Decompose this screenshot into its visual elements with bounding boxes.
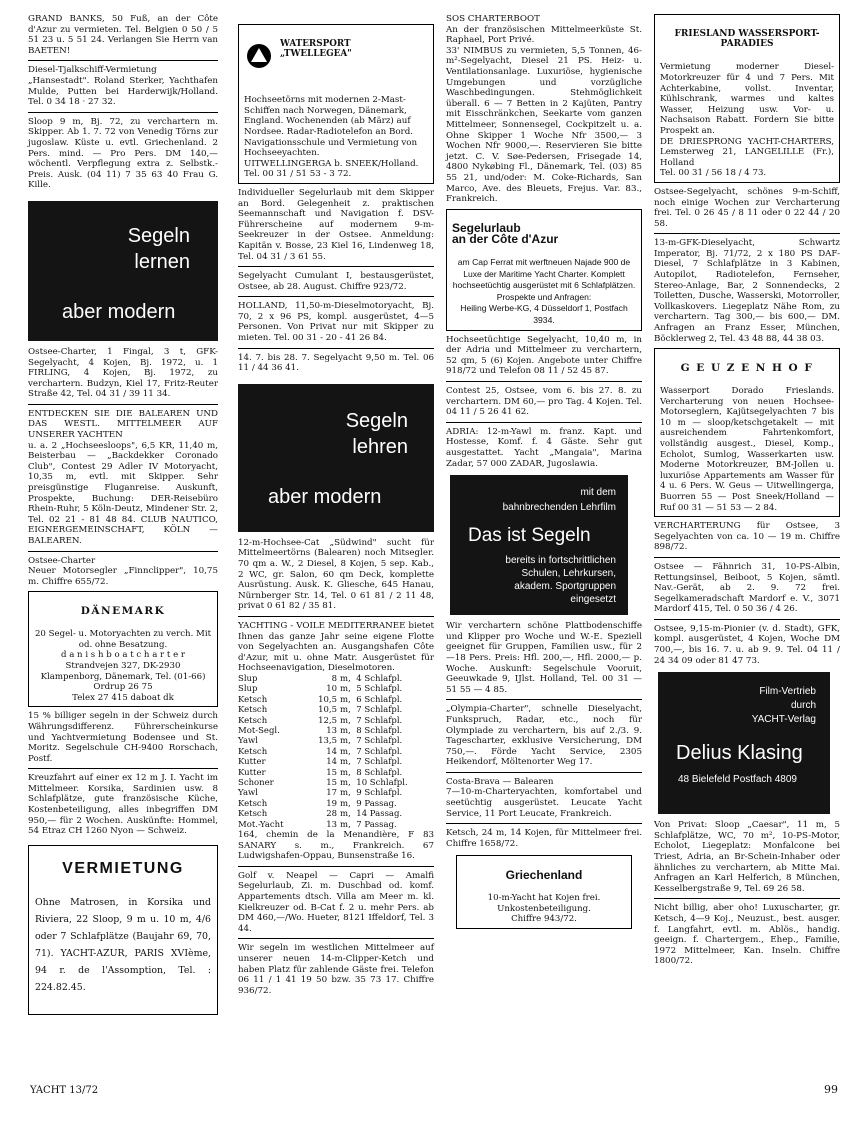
ad-ostsee-charter-finnclipper: Ostsee-Charter Neuer Motorsegler „Finnclipper", 10,75 m. Chiffre 655/72. [28, 555, 218, 587]
fleet-cell: m, [340, 673, 351, 684]
divider [28, 112, 218, 113]
twellegea-header [244, 39, 428, 85]
ad-tjalkschiff: Diesel-Tjalkschiff-Vermietung „Hansestadt". Roland Sterker, Yachthafen Mulde, Putten bei Harderwijk/Holland. Tel. 0 34 18 · 27 32. [28, 65, 218, 108]
fleet-cell: Ketsch [238, 809, 268, 820]
fleet-cell: 19 [326, 798, 338, 809]
fleet-cell: Slup [238, 684, 258, 695]
fleet-row [238, 695, 434, 705]
ad-segeln-lehren [238, 384, 434, 532]
fleet-cell: 15 [326, 778, 338, 789]
lehrfilm-line2: bahnbrechenden Lehrfilm [502, 502, 616, 514]
lehrfilm-line5: Schulen, Lehrkursen, [521, 568, 616, 580]
divider [28, 551, 218, 552]
divider [238, 296, 434, 297]
fleet-row [238, 726, 434, 736]
fleet-cell: m, [340, 788, 351, 799]
vertrieb-line3: YACHT-Verlag [751, 714, 816, 726]
ad-hochsee-cat: 12-m-Hochsee-Cat „Südwind" sucht für Mittelmeertörns (Balearen) noch Mitsegler. 70 qm a. W., 2 Diesel, 8 Kojen, 5 sep. Kab., 2 WC, gr. Salon, 60 qm Deck, komplette Ausrüstung. Ausk. K. Gliesche, 645 Hanau, Nürnberger Str. 14, Tel. 0 61 81 / 2 11 48, privat 0 61 82 / 35 81. [238, 537, 434, 612]
ad-geuzenhof [654, 348, 840, 517]
divider [446, 772, 642, 773]
fleet-cell: m, [340, 736, 351, 747]
fleet-cell: 6 Schlafpl. [356, 694, 403, 705]
geuzenhof-title: G E U Z E N H O F [680, 361, 814, 374]
fleet-cell: m, [340, 778, 351, 789]
fleet-cell: m, [340, 705, 351, 716]
fleet-cell: 15 [326, 767, 338, 778]
fleet-cell: m, [340, 715, 351, 726]
ad-yachting-voile [238, 621, 434, 862]
ad-vercharterung-ostsee: VERCHARTERUNG für Ostsee, 3 Segelyachten von ca. 10 — 19 m. Chiffre 898/72. [654, 521, 840, 553]
fleet-cell: 28 [326, 809, 338, 820]
lehrfilm-line3: Das ist Segeln [468, 525, 591, 547]
fleet-row [238, 820, 434, 830]
fleet-cell: m, [340, 767, 351, 778]
vermietung-body: Ohne Matrosen, in Korsika und Riviera, 22 Sloop, 9 m u. 10 m, 4/6 oder 7 Schlafplätze (Baujahr 69, 70, 71). YACHT-AZUR, PARIS XVIème, 94 r. de l'Assomption, Tel. : 224.82.45. [35, 896, 211, 993]
yachting-fleet-table [238, 674, 434, 830]
fleet-cell: 8 [331, 673, 338, 684]
ad-sloop-venedig: Sloop 9 m, Bj. 72, zu verchartern m. Skipper. Ab 1. 7. 72 von Venedig Törns zur jugoslaw. Küste u. evtl. Griechenland. 2 Pers. mind. — Pro Pers. DM 140,— wöchentl. Verpflegung extra z. Selbstk.-Preis. Ausk. (04 11) 7 35 63 40 Frau G. Kille. [28, 116, 218, 191]
ad-olympia-charter: „Olympia-Charter", schnelle Dieselyacht, Funkspruch, Radar, etc., noch für Olympiade zu verchartern, bis auf 2./3. 9. Tagescharter, exklusive Versicherung, DM 750,—. Förde Yacht Service, 2305 Heikendorf, Möltenorter Weg 17. [446, 704, 642, 768]
ad-faehnrich: Ostsee — Fähnrich 31, 10-PS-Albin, Rettungsinsel, Beiboot, 5 Kojen, sämtl. Nav.-Gerät, ab 2. 9. 72 frei. Segelkameradschaft Mardorf e. V., 3071 Mardorf 415, Tel. 0 50 36 / 4 26. [654, 561, 840, 615]
yachting-voile-address: 164, chemin de la Menandière, F 83 SANARY s. m., Frankreich. 67 Ludwigshafen-Oppau, Bunsenstraße 16. [238, 830, 434, 862]
fleet-row [238, 747, 434, 757]
fleet-cell: m, [340, 684, 351, 695]
fleet-cell: 5 Schlafpl. [356, 684, 403, 695]
ad-gfk-dieselyacht: 13-m-GFK-Dieselyacht, Schwartz Imperator, Bj. 71/72, 2 x 180 PS DAF-Diesel, 7 Schlafplätze in 3 Kabinen, Autopilot, Radiotelefon, Fernseher, Stereo-Anlage, Bar, 2 Sonnendecks, 2 Toiletten, Dusche, Wasserski, Motorroller, Vollkaskovers. Liegeplatz Nähe Rom, zu verchartern. Tag 300,— bis 600,— DM. Anfragen an Franz Esser, München, Böcklerweg 2, Tel. 43 48 88, 44 38 03. [654, 238, 840, 344]
ad-delius-klasing [658, 672, 830, 814]
ad-balearen: ENTDECKEN SIE DIE BALEAREN UND DAS WESTL. MITTELMEER AUF UNSERER YACHTEN u. a. 2 „Hochseesloops", 6,5 KR, 11,40 m, Beisterbau — „Backdekker Coronado Club", Contest 29 Adler IV Motoryacht, 10,35 m, evtl. mit Skipper. Sehr preisgünstige Fluganreise. Auskunft, Prospekte, Buchung: DER-Reisebüro Rhein-Ruhr, 5 Köln-Deutz, Mindener Str. 2, Tel. 02 21 - 81 48 84. CLUB NAUTICO, EIGNERGEMEINSCHAFT, KÖLN — BALEAREN. [28, 408, 218, 546]
triangle-logo-icon [246, 43, 272, 69]
fleet-cell: 7 Schlafpl. [356, 715, 403, 726]
divider [238, 616, 434, 617]
fleet-cell: Mot.-Yacht [238, 819, 284, 830]
vertrieb-line1: Film-Vertrieb [759, 686, 816, 698]
fleet-row [238, 684, 434, 694]
segelurlaub-body: am Cap Ferrat mit werftneuen Najade 900 de Luxe der Maritime Yacht Charter. Komplett hochseetüchtig ausgerüstet mit 6 Schlafplätzen. Prospekte und Anfragen: Heiling Werbe-KG, 4 Düsseldorf 1, Postfach 3934. [452, 257, 636, 326]
ad-twellegea [238, 24, 434, 184]
fleet-cell: 10,5 [318, 705, 338, 716]
lehrfilm-line1: mit dem [580, 487, 616, 499]
griechenland-title: Griechenland [505, 868, 583, 883]
fleet-cell: 9 Schlafpl. [356, 788, 403, 799]
ad-friesland [654, 14, 840, 183]
divider [654, 619, 840, 620]
ad-sos-charterboot: SOS CHARTERBOOT An der französischen Mittelmeerküste St. Raphael, Port Privé. 33' NIMBUS zu vermieten, 5,5 Tonnen, 46-m²-Segelyacht, Diesel 21 PS. Heiz- u. Ventilationsanlage. Luxuriöse, hygienische Umgebungen und vorzügliche Waschbedingungen. Stehmöglichkeit überall. 6 — 7 Betten in 2 Kajüten, Pantry mit Eisschränkchen, Seekarte vom ganzen Mittelmeer, Sonnensegel, Cockpitzelt u. a. Ohne Skipper 1 Woche Nfr 3500,— 3 Wochen Nfr 9000,—. Reservieren Sie bitte jetzt. C. V. Søe-Pedersen, Frisegade 14, 4800 Nykøbing Fl., Dänemark, Tel. (03) 85 55 21, und/oder: M. Coke-Richards, San Marco, Ave. des Bleuets, Frejus. Var. 83., Frankreich. [446, 14, 642, 205]
issue-label: YACHT 13/72 [30, 1085, 99, 1096]
fleet-cell: 12,5 [318, 715, 338, 726]
fleet-cell: 17 [326, 788, 338, 799]
ad-vermietung [28, 845, 218, 1015]
ad-costa-brava: Costa-Brava — Balearen 7—10-m-Charteryachten, komfortabel und seetüchtig ausgerüstet. Leucate Yacht Service, 11 Port Leucate, Frankreich. [446, 776, 642, 819]
delius-klasing-logo: Delius Klasing [676, 742, 803, 765]
ad-luxuscharter: Nicht billig, aber oho! Luxuscharter, gr. Ketsch, 4—9 Koj., Neuzust., best. ausger. f. Langfahrt, evtl. m. Ablös., handig. geeign. f. Chartergem., Ehep., Familie, 1972 Mittelmeer, Kan. Inseln. Chiffre 1800/72. [654, 903, 840, 967]
ad-contest-25: Contest 25, Ostsee, vom 6. bis 27. 8. zu verchartern. DM 60,— pro Tag. 4 Kojen. Tel. 04 11 / 5 26 41 62. [446, 386, 642, 418]
ad-daenemark [28, 591, 218, 707]
segelurlaub-title: Segelurlaub an der Côte d'Azur [452, 221, 559, 246]
twellegea-title: WATERSPORT „TWELLEGEA" [280, 38, 352, 60]
ad-segelyacht-950: 14. 7. bis 28. 7. Segelyacht 9,50 m. Tel. 06 11 / 44 36 41. [238, 352, 434, 374]
divider [28, 404, 218, 405]
fleet-cell: Ketsch [238, 715, 268, 726]
page-number: 99 [824, 1083, 838, 1096]
ad-hochseetuechtige-segelyacht: Hochseetüchtige Segelyacht, 10,40 m, in der Adria und Mittelmeer zu verchartern, 52 qm, 5 (6) Kojen. Angebote unter Chiffre 918/72 und Telefon 08 11 / 52 45 87. [446, 334, 642, 377]
fleet-cell: Kutter [238, 767, 266, 778]
ad-ostsee-charter-fingal: Ostsee-Charter, 1 Fingal, 3 t, GFK-Segelyacht, 4 Kojen, Bj. 1972, u. 1 FIRLING, 4 Kojen, Bj. 1972, zu verchartern. Budzyn, Kiel 17, Fritz-Reuter Straße 42, Tel. 04 31 / 39 11 34. [28, 346, 218, 400]
ad-segelurlaub-cote-dazur [446, 209, 642, 331]
divider [446, 422, 642, 423]
fleet-cell: 14 [326, 746, 338, 757]
fleet-cell: 14 Passag. [356, 809, 403, 820]
fleet-cell: m, [340, 798, 351, 809]
divider [654, 233, 840, 234]
fleet-cell: Yawl [238, 736, 259, 747]
vertrieb-line2: durch [790, 700, 816, 712]
fleet-cell: m, [340, 757, 351, 768]
fleet-cell: Ketsch [238, 694, 268, 705]
segeln-lernen-line1: Segeln [127, 224, 190, 247]
segeln-lernen-line2: lernen [134, 250, 190, 273]
vermietung-title: VERMIETUNG [62, 860, 184, 878]
fleet-cell: Schoner [238, 778, 274, 789]
fleet-cell: Kutter [238, 757, 266, 768]
ad-clipper-ketch: Wir segeln im westlichen Mittelmeer auf unserer neuen 14-m-Clipper-Ketch und haben Platz für zahlende Gäste frei. Telefon 06 11 / 1 41 19 50 bzw. 35 73 17. Chiffre 936/72. [238, 943, 434, 996]
segeln-lehren-line1: Segeln [345, 409, 408, 432]
fleet-cell: Ketsch [238, 746, 268, 757]
fleet-cell: 8 Schlafpl. [356, 767, 403, 778]
vertrieb-address: 48 Bielefeld Postfach 4809 [678, 774, 797, 786]
ad-segeln-lernen [28, 201, 218, 341]
ad-holland-dieselmotoryacht: HOLLAND, 11,50-m-Dieselmotoryacht, Bj. 70, 2 x 96 PS, kompl. ausgerüstet, 4—5 Personen. Von Privat nur mit Skipper zu mieten. Tel. 00 31 - 20 - 41 26 84. [238, 301, 434, 344]
ad-ketsch-24m: Ketsch, 24 m, 14 Kojen, für Mittelmeer frei. Chiffre 1658/72. [446, 828, 642, 849]
ad-cumulant: Segelyacht Cumulant I, bestausgerüstet, Ostsee, ab 28. August. Chiffre 923/72. [238, 271, 434, 292]
ad-golf-neapel: Golf v. Neapel — Capri — Amalfi Segelurlaub, Zi. m. Duschbad od. komf. Appartements dtsch. Villa am Meer m. kl. Kielkreuzer od. B-Cat f. 2 u. mehr Pers. ab DM 460,—/Wo. Hueter, 8121 Iffeldorf, Tel. 3 44. [238, 870, 434, 934]
fleet-row [238, 768, 434, 778]
fleet-row [238, 705, 434, 715]
friesland-body: Vermietung moderner Diesel-Motorkreuzer für 4 und 7 Pers. Mit Achterkabine, vollst. Inventar, Kühlschrank, warmes und kaltes Wasser, Heizung usw. Vor- u. Nachsaison Rabatt. Fordern Sie bitte Prospekt an. DE DRIESPRONG YACHT-CHARTERS, Lemsterweg 21, LANGELILLE (Fr.), Holland Tel. 00 31 / 56 18 / 4 73. [660, 62, 834, 179]
fleet-cell: Yawl [238, 788, 259, 799]
fleet-cell: 7 Schlafpl. [356, 736, 403, 747]
fleet-cell: m, [340, 694, 351, 705]
fleet-row [238, 809, 434, 819]
ad-schweiz: 15 % billiger segeln in der Schweiz durch Währungsdifferenz. Führerscheinkurse und Yachtvermietung Bodensee und St. Moritz. Segelschule CH-9400 Rorschach, Postf. [28, 711, 218, 764]
daenemark-title: DÄNEMARK [80, 604, 166, 617]
fleet-cell: 13,5 [318, 736, 338, 747]
fleet-row [238, 778, 434, 788]
fleet-cell: 7 Schlafpl. [356, 705, 403, 716]
divider [446, 381, 642, 382]
fleet-cell: m, [340, 819, 351, 830]
divider [238, 348, 434, 349]
friesland-title: FRIESLAND WASSERSPORT-PARADIES [674, 28, 820, 50]
divider [28, 60, 218, 61]
segeln-lernen-line3: aber modern [62, 300, 176, 323]
divider [28, 768, 218, 769]
ad-individueller-segelurlaub: Individueller Segelurlaub mit dem Skipper an Bord. Gelegenheit z. praktischen Seemannschaft und Navigation f. DSV-Führerscheine auf modernem 9-m-Seekreuzer in der Ostsee. Anmeldung: Kapitän v. Bosse, 23 Kiel 16, Lindenweg 18, Tel. 04 31 / 3 61 55. [238, 187, 434, 262]
divider [446, 699, 642, 700]
fleet-row [238, 799, 434, 809]
ad-grand-banks: GRAND BANKS, 50 Fuß, an der Côte d'Azur zu vermieten. Tel. Belgien 0 50 / 5 51 23 u. 5 51 24. Verlangen Sie Herrn van BAETEN! [28, 14, 218, 56]
fleet-cell: 10 [326, 684, 338, 695]
fleet-cell: 7 Schlafpl. [356, 757, 403, 768]
fleet-cell: Ketsch [238, 705, 268, 716]
ad-ostsee-segelyacht: Ostsee-Segelyacht, schönes 9-m-Schiff, noch einige Wochen zur Vercharterung frei. Tel. 0 26 45 / 8 11 oder 0 22 44 / 20 58. [654, 186, 840, 229]
divider [238, 866, 434, 867]
ad-sloop-caesar: Von Privat: Sloop „Caesar", 11 m, 5 Schlafplätze, WC, 70 m², 10-PS-Motor, Echolot, Liegeplatz: Monfalcone bei Triest, Adria, an Br-Schein-Inhaber oder ähnliches zu verchartern, ab Mitte Mai. Anfragen an Karl Helferich, 8 München, Kesselbergstraße 9, Tel. 69 26 58. [654, 820, 840, 894]
segeln-lehren-line3: aber modern [268, 485, 382, 508]
lehrfilm-line4: bereits in fortschrittlichen [505, 555, 616, 567]
fleet-row [238, 674, 434, 684]
ad-adria-yawl: ADRIA: 12-m-Yawl m. franz. Kapt. und Hostesse, Komf. f. 4 Gäste. Sehr gut ausgestattet. Yacht „Mangaia", Marina Zadar, 57 000 ZADAR, Jugoslawia. [446, 426, 642, 469]
ad-kreuzfahrt: Kreuzfahrt auf einer ex 12 m J. I. Yacht im Mittelmeer. Korsika, Sardinien usw. 8 Schlafplätze, gute französische Küche, Kostenbeteiligung, alles inbegriffen DM 950,— für 2 Wochen. Auskünfte: Hommel, 54 Etraz CH 1260 Nyon — Schweiz. [28, 773, 218, 837]
fleet-cell: 10 Schlafpl. [356, 778, 408, 789]
fleet-cell: 14 [326, 757, 338, 768]
lehrfilm-line7: eingesetzt [570, 594, 616, 606]
daenemark-body: 20 Segel- u. Motoryachten zu verch. Mit od. ohne Besatzung. d a n i s h b o a t c h a r t e r Strandvejen 327, DK-2930 Klampenborg, Dänemark, Tel. (01-66) Ordrup 26 75 Telex 27 415 daboat dk [34, 629, 212, 703]
fleet-row [238, 788, 434, 798]
fleet-cell: m, [340, 726, 351, 736]
divider [446, 823, 642, 824]
geuzenhof-body: Wasserport Dorado Frieslands. Vercharterung von neuen Hochsee-Motorseglern, Kajütsegelyachten 7 bis 10 m — sloop/ketschgetakelt — mit ausreichendem Fahrtenkomfort, vollständig ausgest., Diesel, Komp., Echolot, Sumlog, Wasserkarten usw. Moderne Motorkreuzer, BM-Jollen u. luxuriöse Appartements am Wasser für 4 u. 6 Pers. W. Geus — Uitwellingerga, Buorren 55 — Post Sneek/Holland — Ruf 00 31 — 51 53 — 2 84. [660, 386, 834, 513]
fleet-cell: 10,5 [318, 694, 338, 705]
fleet-cell: m, [340, 746, 351, 757]
ad-das-ist-segeln [450, 475, 628, 615]
fleet-cell: 7 Passag. [356, 819, 397, 830]
fleet-row [238, 716, 434, 726]
ad-pionier: Ostsee, 9,15-m-Pionier (v. d. Stadt), GFK, kompl. ausgerüstet, 4 Kojen, Woche DM 700,—, bis 16. 7. u. ab 9. 9. Tel. 04 11 / 24 34 09 oder 81 47 73. [654, 623, 840, 666]
fleet-cell: m, [340, 809, 351, 820]
lehrfilm-line6: akadem. Sportgruppen [514, 581, 616, 593]
fleet-cell: 7 Schlafpl. [356, 746, 403, 757]
divider [654, 898, 840, 899]
fleet-cell: Slup [238, 673, 258, 684]
column-2 [238, 14, 434, 996]
segeln-lehren-line2: lehren [352, 435, 408, 458]
yachting-voile-intro: YACHTING - VOILE MEDITERRANEE bietet Ihnen das ganze Jahr seine eigene Flotte von Segelyachten an. Ausgangshafen Côte d'Azur, mit u. ohne Matr. Ausgerüstet für Hochseenavigation, Dieselmotoren. [238, 621, 434, 674]
fleet-cell: Ketsch [238, 798, 268, 809]
divider [238, 938, 434, 939]
fleet-cell: 9 Passag. [356, 798, 397, 809]
twellegea-body: Hochseetörns mit modernen 2-Mast-Schiffen nach Norwegen, Dänemark, England. Wochenenden (ab März) auf Nordsee. Radar-Radiotelefon an Bord. Navigationsschule und Vermietung von Hochseeyachten. UITWELLINGERGA b. SNEEK/Holland. Tel. 00 31 / 51 53 - 3 72. [244, 95, 419, 180]
ad-griechenland [456, 855, 632, 929]
ad-plattbodenschiffe: Wir verchartern schöne Plattbodenschiffe und Klipper pro Woche und W.-E. Speziell geeignet für Gruppen, Familien usw., für 2—18 Pers. Preis: Hfl. 200,—, Hfl. 2000,— p. Woche. Auskunft: Segelschule Vooruit, Geeuwkade 9, IJlst. Holland, Tel. 00 31 — 51 55 — 4 85. [446, 621, 642, 695]
divider [238, 266, 434, 267]
fleet-row [238, 757, 434, 767]
divider [654, 557, 840, 558]
griechenland-body: 10-m-Yacht hat Kojen frei. Unkostenbeteiligung. Chiffre 943/72. [487, 893, 601, 925]
column-4 [654, 14, 840, 967]
fleet-row [238, 736, 434, 746]
fleet-cell: 4 Schlafpl. [356, 673, 403, 684]
column-3 [446, 14, 642, 929]
fleet-cell: 13 [326, 819, 338, 830]
column-1 [28, 14, 218, 1019]
fleet-cell: 8 Schlafpl. [356, 726, 403, 736]
fleet-cell: 13 [326, 726, 338, 736]
fleet-cell: Mot-Segl. [238, 726, 280, 736]
